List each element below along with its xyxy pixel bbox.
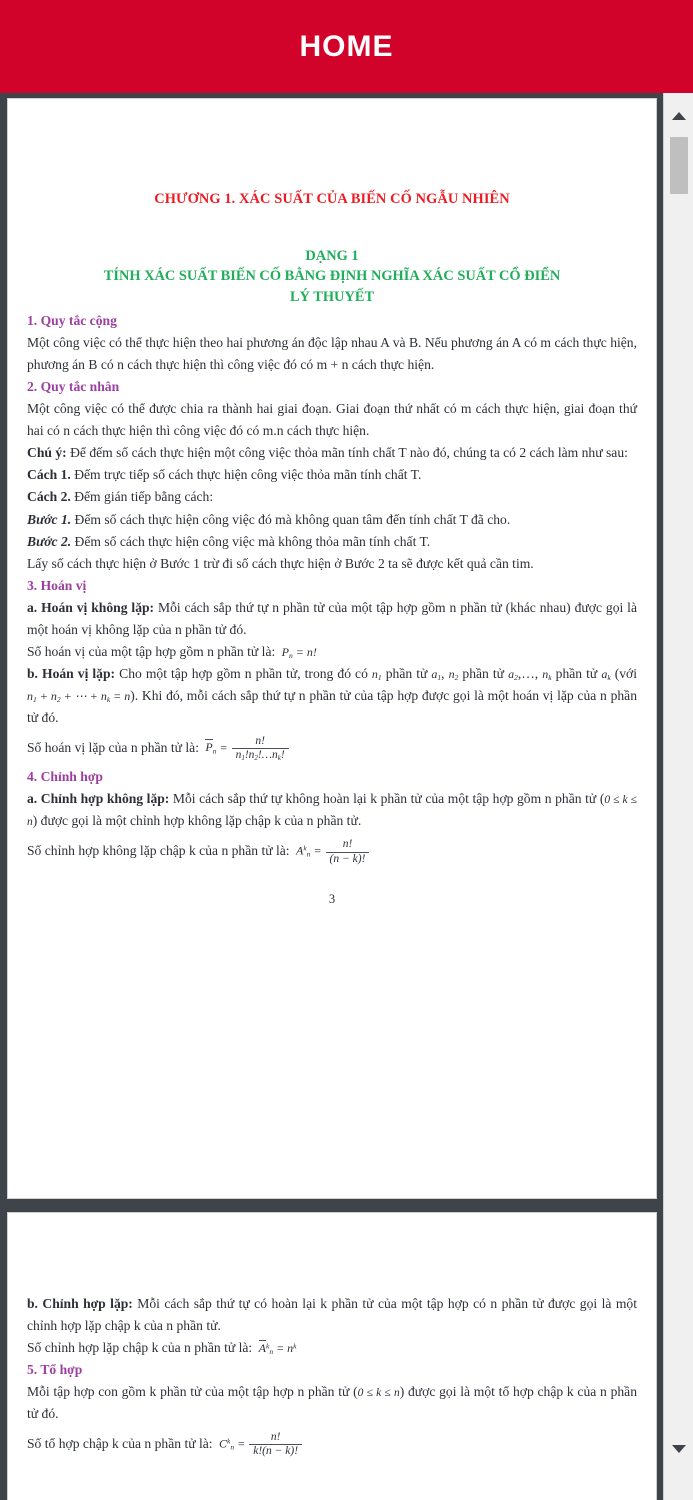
document-page-2 [7, 1212, 657, 1500]
hoan-vi-lap-text-6: phần tử [551, 665, 602, 681]
buoc-1-text: Đếm số cách thực hiện công việc đó mà không quan tâm đến tính chất T đã cho. [71, 511, 511, 527]
symbol-nk: $n_k$ [542, 666, 552, 682]
document-body-page-2 [27, 1293, 637, 1459]
cach-1-text: Đếm trực tiếp số cách thực hiện công việc thỏa mãn tính chất T. [70, 467, 422, 483]
hoan-vi-lap-text-3: , [441, 665, 449, 681]
paragraph-chu-y [27, 442, 637, 464]
scrollbar-track[interactable] [664, 131, 693, 1470]
fraction-n-factorial-over-n-minus-k-factorial: $\frac{n!}{(n - k)!}$ [326, 838, 370, 865]
chinh-hop-lap-label: b. Chỉnh hợp lặp: [27, 1296, 133, 1311]
paragraph-buoc-1 [27, 509, 637, 531]
hoan-vi-lap-text-2: phần tử [381, 665, 432, 681]
hoan-vi-lap-text-5: ,…, [517, 665, 543, 681]
chinh-hop-khong-lap-text-2: ) được gọi là một chỉnh hợp không lặp chập k của n phần tử. [32, 813, 362, 829]
formula-line-hoan-vi-lap [27, 735, 637, 763]
buoc-2-label: Bước 2. [27, 533, 72, 549]
dang-subtitle: TÍNH XÁC SUẤT BIẾN CỐ BẰNG ĐỊNH NGHĨA XÁC SUẤT CỔ ĐIỂN [103, 268, 561, 285]
formula-a-bar-k-n-equals-n-pow-k: $A^k_n = n^k$ [258, 1341, 297, 1357]
scrollbar-thumb[interactable] [670, 137, 688, 194]
app-header [0, 0, 693, 93]
hoan-vi-lap-formula-label: Số hoán vị lặp của n phần tử là: [27, 739, 199, 755]
cach-2-text: Đếm gián tiếp bằng cách: [70, 489, 214, 505]
hoan-vi-formula-label: Số hoán vị của một tập hợp gồm n phần tử là: [27, 643, 276, 659]
section-heading-chinh-hop: 4. Chỉnh hợp [27, 769, 103, 785]
formula-c-k-n: $C^k_n$ = $\frac{n!}{k!(n - k)!}$ [216, 1431, 303, 1458]
hoan-vi-khong-lap-label: a. Hoán vị không lặp: [27, 599, 155, 615]
lythuyet-heading: LÝ THUYẾT [289, 288, 375, 305]
chapter-title: CHƯƠNG 1. XÁC SUẤT CỦA BIẾN CỐ NGẪU NHIÊN [154, 191, 510, 207]
chinh-hop-khong-lap-text-1: Mỗi cách sắp thứ tự không hoàn lại k phần tử của một tập hợp gồm n phần tử ( [169, 791, 605, 807]
paragraph-buoc-result: Lấy số cách thực hiện ở Bước 1 trừ đi số cách thực hiện ở Bước 2 ta sẽ được kết quả cần tim. [27, 555, 534, 571]
symbol-n1: $n_1$ [371, 666, 382, 682]
dang-title: DẠNG 1 [305, 248, 359, 264]
paragraph-hoan-vi-lap [27, 663, 637, 729]
hoan-vi-khong-lap-text: Mỗi cách sắp thứ tự n phần tử của một tập hợp gồm n phần tử (khác nhau) được gọi là một hoán vị không lặp của n phần tử đó. [27, 599, 637, 637]
chu-y-label: Chú ý: [27, 445, 67, 461]
paragraph-chinh-hop-khong-lap [27, 788, 637, 832]
hoan-vi-lap-text-1: Cho một tập hợp gồm n phần tử, trong đó có [115, 665, 372, 681]
to-hop-text-1: Mỗi tập hợp con gồm k phần tử của một tập hợp n phần tử ( [27, 1384, 358, 1400]
formula-line-chinh-hop-lap [27, 1337, 637, 1359]
fraction-to-hop: $\frac{n!}{k!(n - k)!}$ [249, 1431, 302, 1458]
document-scroll-area[interactable] [0, 93, 663, 1500]
hoan-vi-lap-text-4: phần tử [458, 665, 509, 681]
section-heading-quy-tac-cong: 1. Quy tắc cộng [27, 313, 117, 329]
formula-sum-n-equals-n: $n_1 + n_2$ + ⋯ + $n_k = n$ [27, 688, 131, 704]
buoc-2-text: Đếm số cách thực hiện công việc mà không thỏa mãn tính chất T. [71, 533, 431, 549]
condition-0-le-k-le-n: 0 ≤ k ≤ n [27, 794, 637, 829]
formula-line-to-hop [27, 1431, 637, 1459]
chevron-up-icon [672, 112, 686, 120]
chu-y-text: Để đếm số cách thực hiện một công việc thỏa mãn tính chất T nào đó, chúng ta có 2 cách làm như sau: [66, 445, 628, 461]
scroll-down-button[interactable] [664, 1434, 693, 1464]
document-page-1 [7, 98, 657, 1199]
page-number-label: 3 [328, 891, 336, 906]
chinh-hop-lap-formula-label: Số chỉnh hợp lặp chập k của n phần tử là: [27, 1340, 253, 1356]
formula-line-chinh-hop-khong-lap [27, 838, 637, 866]
formula-p-bar-n: $P_n$ = $\frac{n!}{n_1!n_2!\dots n_k!}$ [202, 735, 289, 762]
section-heading-quy-tac-nhan: 2. Quy tắc nhân [27, 379, 120, 395]
paragraph-cach-2 [27, 486, 637, 508]
chinh-hop-lap-text: Mỗi cách sắp thứ tự có hoàn lại k phần tử của một tập hợp có n phần tử được gọi là một chỉnh hợp lặp chập k của n phần tử. [27, 1296, 637, 1334]
paragraph-quy-tac-cong: Một công việc có thể thực hiện theo hai phương án độc lập nhau A và B. Nếu phương án A có m cách thực hiện, phương án B có n cách thực hiện thì công việc đó có m + n cách thực hiện. [27, 335, 637, 373]
section-heading-to-hop: 5. Tổ hợp [27, 1362, 83, 1378]
paragraph-to-hop [27, 1381, 637, 1425]
to-hop-formula-label: Số tổ hợp chập k của n phần tử là: [27, 1436, 213, 1452]
formula-line-hoan-vi [27, 641, 637, 663]
section-heading-hoan-vi: 3. Hoán vị [27, 577, 87, 593]
paragraph-quy-tac-nhan: Một công việc có thể được chia ra thành hai giai đoạn. Giai đoạn thứ nhất có m cách thực hiện, giai đoạn thứ hai có n cách thực hiện thì công việc đó có m.n cách thực hiện. [27, 401, 637, 439]
page-title: HOME [299, 29, 394, 63]
cach-2-label: Cách 2. [27, 489, 71, 505]
symbol-a2: $a_2$ [508, 666, 518, 682]
document-body-page-1 [27, 310, 637, 866]
buoc-1-label: Bước 1. [27, 511, 72, 527]
page-separator [7, 1199, 657, 1212]
paragraph-cach-1 [27, 464, 637, 486]
fraction-n-factorial-over-n1-n2-nk: $\frac{n!}{n_1!n_2!\dots n_k!}$ [232, 735, 289, 762]
chinh-hop-formula-label: Số chỉnh hợp không lặp chập k của n phần tử là: [27, 843, 290, 859]
hoan-vi-lap-text-8: ). Khi đó, mỗi cách sắp thứ tự n phần tử của tập hợp được gọi là một hoán vị lặp của n phần tử đó. [27, 687, 637, 725]
paragraph-buoc-2 [27, 531, 637, 553]
chinh-hop-khong-lap-label: a. Chỉnh hợp không lặp: [27, 791, 170, 807]
hoan-vi-lap-text-7: (với [610, 665, 638, 681]
paragraph-chinh-hop-lap [27, 1293, 637, 1337]
condition-0-le-k-le-n-2: 0 ≤ k ≤ n [357, 1387, 400, 1400]
formula-pn-equals-n-factorial: $P_n = n$! [281, 644, 317, 660]
vertical-scrollbar[interactable] [663, 93, 693, 1500]
chevron-down-icon [672, 1445, 686, 1453]
formula-a-k-n: $A^k_n$ = $\frac{n!}{(n - k)!}$ [293, 838, 370, 865]
document-viewer [0, 93, 693, 1500]
symbol-a1: $a_1$ [431, 666, 442, 682]
paragraph-hoan-vi-khong-lap [27, 597, 637, 641]
to-hop-text-2: ) được gọi là một tổ hợp chập k của n phần tử đó. [27, 1384, 638, 1422]
symbol-ak: $a_k$ [601, 666, 611, 682]
hoan-vi-lap-label: b. Hoán vị lặp: [27, 665, 116, 681]
symbol-n2: $n_2$ [448, 666, 459, 682]
scroll-up-button[interactable] [664, 101, 693, 131]
cach-1-label: Cách 1. [27, 467, 71, 483]
